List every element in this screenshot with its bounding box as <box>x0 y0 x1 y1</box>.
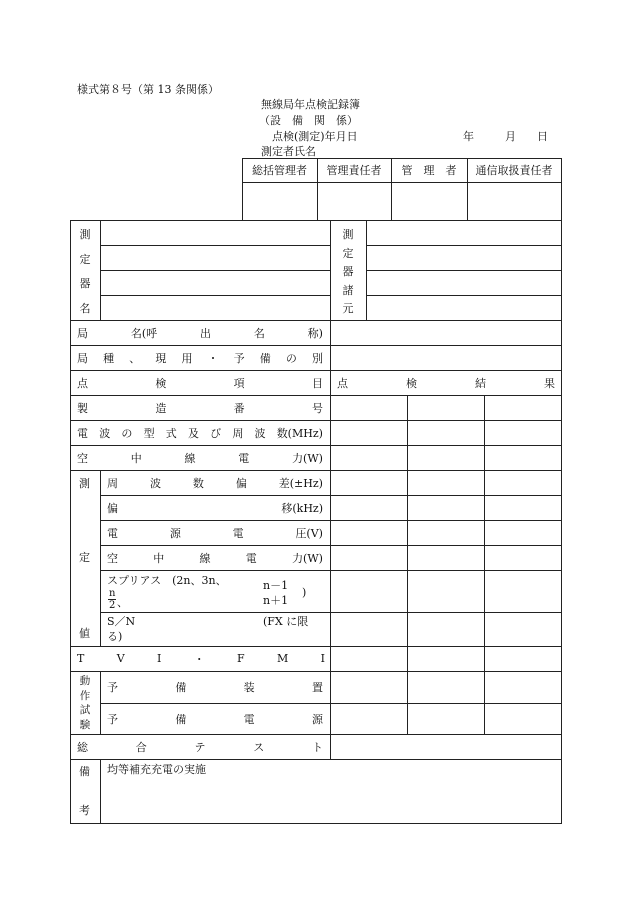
instrument-name-char: 器 <box>79 277 91 291</box>
instrument-name-char: 名 <box>79 301 91 315</box>
signature-box-operator[interactable] <box>468 183 560 219</box>
date-label: 点検(測定)年月日 <box>272 130 358 143</box>
emission-label: 電 波 の 型 式 及 び 周 波 数(MHz) <box>77 426 323 440</box>
standby-device-label: 予 備 装 置 <box>107 681 323 694</box>
form-title: 無線局年点検記録簿 <box>261 98 360 111</box>
remarks-label-1: 備 <box>79 765 90 778</box>
date-month: 月 <box>505 130 516 143</box>
signature-box-chief[interactable] <box>243 183 316 219</box>
instrument-spec-char: 元 <box>342 302 354 315</box>
header-manager: 管 理 者 <box>401 164 457 177</box>
sn-label: S／N <box>107 615 136 628</box>
check-item-header: 点 検 項 目 <box>77 376 323 390</box>
remarks-label-2: 考 <box>79 804 90 817</box>
form-subtitle: （設 備 関 係） <box>259 114 358 127</box>
instrument-name-field-4[interactable] <box>101 296 329 319</box>
spurious-text: スプリアス (2n、3n、 <box>107 574 227 587</box>
spurious-pair-bottom: n＋1 <box>263 594 289 607</box>
tvi-fmi-label: T V I ・ F M I <box>77 652 325 666</box>
instrument-spec-char: 諸 <box>342 283 354 297</box>
instrument-name-char: 定 <box>79 252 91 266</box>
serial-number-label: 製 造 番 号 <box>77 401 323 415</box>
overall-test-label: 総 合 テ ス ト <box>77 740 323 754</box>
sn-note: (FX に限 <box>263 615 309 628</box>
sn-note-tail: る) <box>107 630 123 643</box>
supply-voltage-label: 電 源 電 圧(V) <box>107 526 323 540</box>
instrument-name-field-1[interactable] <box>101 221 329 244</box>
instrument-spec-label <box>330 226 366 316</box>
signature-box-manager[interactable] <box>392 183 466 219</box>
header-chief-manager: 総括管理者 <box>252 164 307 177</box>
freq-deviation-label: 周 波 数 偏 差(±Hz) <box>107 476 323 490</box>
signature-box-responsible[interactable] <box>318 183 390 219</box>
form-number: 様式第８号（第 13 条関係） <box>77 83 219 96</box>
instrument-name-label <box>70 226 100 316</box>
shift-label: 偏 移(kHz) <box>107 501 323 515</box>
measured-values-label-3: 値 <box>79 627 90 640</box>
check-result-header: 点 検 結 果 <box>337 376 555 390</box>
spurious-close-paren: ) <box>302 586 307 599</box>
instrument-spec-char: 測 <box>342 228 354 241</box>
instrument-name-field-2[interactable] <box>101 246 329 269</box>
remarks-content[interactable]: 均等補充充電の実施 <box>107 763 206 776</box>
spurious-comma: 、 <box>117 596 128 609</box>
spurious-fraction-denominator: 2 <box>109 600 116 611</box>
measured-values-label-1: 測 <box>79 477 90 490</box>
operation-test-label: 動 作 試 験 <box>79 675 91 731</box>
measured-antenna-power-label: 空 中 線 電 力(W) <box>107 551 323 565</box>
instrument-spec-char: 器 <box>342 265 354 278</box>
measurer-label: 測定者氏名 <box>261 145 316 158</box>
header-responsible-manager: 管理責任者 <box>326 164 382 177</box>
date-day: 日 <box>537 130 548 143</box>
date-year: 年 <box>463 130 474 143</box>
instrument-spec-char: 定 <box>342 246 354 260</box>
spurious-pair-top: n－1 <box>263 579 289 592</box>
station-name-label: 局 名(呼 出 名 称) <box>77 326 323 340</box>
standby-power-label: 予 備 電 源 <box>107 712 323 726</box>
instrument-name-field-3[interactable] <box>101 271 329 294</box>
measured-values-label-2: 定 <box>79 551 90 564</box>
station-type-label: 局 種 、 現 用 ・ 予 備 の 別 <box>77 351 323 365</box>
spurious-fraction-numerator: n <box>109 588 116 599</box>
antenna-power-label: 空 中 線 電 力(W) <box>77 451 323 465</box>
instrument-name-char: 測 <box>79 228 91 241</box>
header-operator-manager: 通信取扱責任者 <box>475 164 553 177</box>
